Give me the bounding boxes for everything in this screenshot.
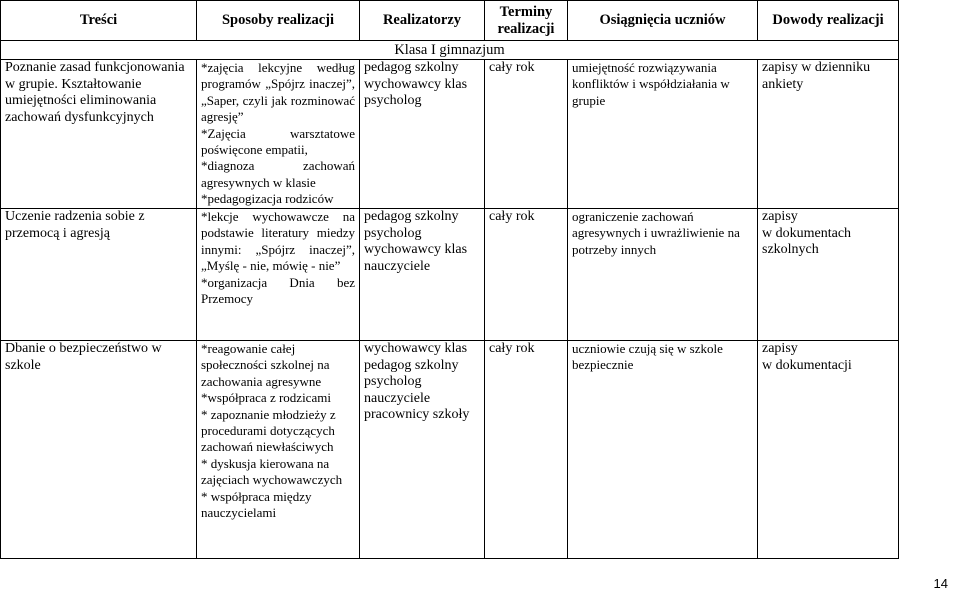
row3-content — [1, 341, 197, 559]
header-implementers: Realizatorzy — [360, 1, 485, 41]
row1-content — [1, 60, 197, 209]
row3-deadline-text: cały rok — [489, 341, 535, 356]
row2-implementers — [360, 209, 485, 341]
header-methods: Sposoby realizacji — [197, 1, 360, 41]
row3-evidence — [758, 341, 899, 559]
header-achievements: Osiągnięcia uczniów — [568, 1, 758, 41]
row3-achievements — [568, 341, 758, 559]
row3-methods — [197, 341, 360, 559]
row1-implementers — [360, 60, 485, 209]
row1-achievements-text: umiejętność rozwiązywania konfliktów i współdziałania w grupie — [572, 60, 730, 108]
section-title: Klasa I gimnazjum — [1, 41, 899, 60]
section-row — [1, 41, 899, 60]
page-number: 14 — [933, 576, 948, 591]
table-row — [1, 60, 899, 209]
row1-implementers-text: pedagog szkolny wychowawcy klas psycholog — [364, 60, 468, 108]
header-row — [1, 1, 899, 41]
row2-deadline — [485, 209, 568, 341]
header-evidence: Dowody realizacji — [758, 1, 899, 41]
row1-methods — [197, 60, 360, 209]
row2-content — [1, 209, 197, 341]
table-row — [1, 209, 899, 341]
row3-implementers-text: wychowawcy klas pedagog szkolny psycholog nauczyciele pracownicy szkoły — [364, 341, 470, 422]
row2-evidence-text: zapisy w dokumentach szkolnych — [762, 209, 852, 257]
row1-methods-text: *zajęcia lekcyjne według programów „Spójrz inaczej”, „Saper, czyli jak rozminować agresję” *Zajęcia warsztatowe poświęcone empatii, *diagnoza zachowań agresywnych w klasie *pedagogizacja rodziców — [201, 60, 355, 207]
row3-methods-text: *reagowanie całej społeczności szkolnej na zachowania agresywne *współpraca z rodzicami * zapoznanie młodzieży z procedurami dotyczących zachowań niewłaściwych * dyskusja kierowana na zajęciach wychowawczych * współpraca między nauczycielami — [201, 341, 343, 521]
row2-achievements-text: ograniczenie zachowań agresywnych i uwrażliwienie na potrzeby innych — [572, 209, 740, 257]
row2-methods-text: *lekcje wychowawcze na podstawie literatury miedzy innymi: „Spójrz inaczej”, „Myślę - nie, mówię - nie” *organizacja Dnia bez Przemocy — [201, 209, 355, 307]
row2-content-text: Uczenie radzenia sobie z przemocą i agresją — [5, 209, 145, 241]
row1-content-text: Poznanie zasad funkcjonowania w grupie. Kształtowanie umiejętności eliminowania zachowań dysfunkcyjnych — [5, 60, 185, 125]
row1-deadline-text: cały rok — [489, 60, 535, 75]
row1-achievements — [568, 60, 758, 209]
row2-implementers-text: pedagog szkolny psycholog wychowawcy klas nauczyciele — [364, 209, 468, 274]
row1-evidence-text: zapisy w dzienniku ankiety — [762, 60, 871, 92]
row1-deadline — [485, 60, 568, 209]
row2-evidence — [758, 209, 899, 341]
row3-evidence-text: zapisy w dokumentacji — [762, 341, 852, 373]
row1-evidence — [758, 60, 899, 209]
header-content: Treści — [1, 1, 197, 41]
row2-deadline-text: cały rok — [489, 209, 535, 224]
row3-achievements-text: uczniowie czują się w szkole bezpiecznie — [572, 341, 723, 373]
row3-content-text: Dbanie o bezpieczeństwo w szkole — [5, 341, 162, 373]
row3-deadline — [485, 341, 568, 559]
table-row — [1, 341, 899, 559]
row2-achievements — [568, 209, 758, 341]
header-deadlines: Terminy realizacji — [485, 1, 568, 41]
row3-implementers — [360, 341, 485, 559]
row2-methods — [197, 209, 360, 341]
